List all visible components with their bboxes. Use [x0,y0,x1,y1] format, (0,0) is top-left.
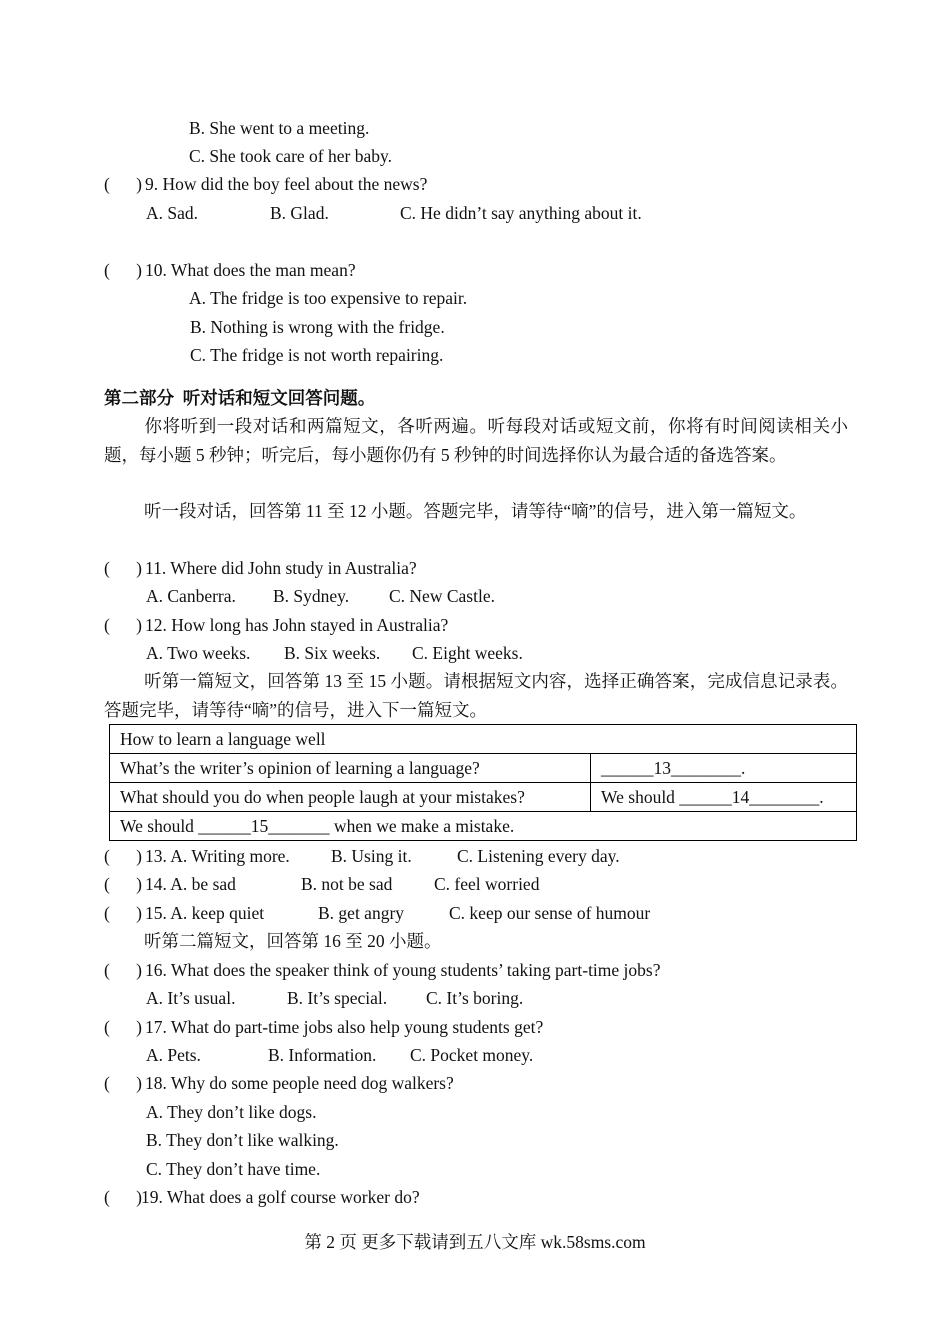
q11-option-a: A. Canberra. [146,586,236,606]
q12-option-c: C. Eight weeks. [412,643,523,663]
table-row2-question: What should you do when people laugh at your mistakes? [110,783,591,812]
q17-option-a: A. Pets. [146,1045,201,1065]
q13-bracket[interactable]: ( ) [104,846,142,866]
table-row1-answer-blank[interactable]: ______13________. [591,754,857,783]
table-row1-question: What’s the writer’s opinion of learning a language? [110,754,591,783]
q8-option-b: B. She went to a meeting. [189,118,370,138]
q18-bracket[interactable]: ( ) [104,1073,142,1093]
q17-bracket[interactable]: ( ) [104,1017,142,1037]
q10-option-b: B. Nothing is wrong with the fridge. [190,317,445,337]
q18-option-b: B. They don’t like walking. [146,1130,339,1150]
q16-option-c: C. It’s boring. [426,988,524,1008]
q16-option-b: B. It’s special. [287,988,388,1008]
q9-question: 9. How did the boy feel about the news? [145,174,428,194]
q14-bracket[interactable]: ( ) [104,874,142,894]
q12-option-a: A. Two weeks. [146,643,251,663]
table-title: How to learn a language well [110,725,857,754]
q18-option-c: C. They don’t have time. [146,1159,321,1179]
q9-bracket[interactable]: ( ) [104,174,142,194]
q16-bracket[interactable]: ( ) [104,960,142,980]
q11-option-b: B. Sydney. [273,586,350,606]
q12-question: 12. How long has John stayed in Australia? [145,615,449,635]
q11-option-c: C. New Castle. [389,586,495,606]
q15-option-a: 15. A. keep quiet [145,903,265,923]
passage2-intro: 听第二篇短文，回答第 16 至 20 小题。 [144,931,442,951]
dialogue-intro [104,497,848,526]
q14-option-a: 14. A. be sad [145,874,236,894]
q19-bracket[interactable]: ( ) [104,1187,142,1207]
q11-question: 11. Where did John study in Australia? [145,558,417,578]
table-row2-answer-blank[interactable]: We should ______14________. [591,783,857,812]
q10-bracket[interactable]: ( ) [104,260,142,280]
q17-question: 17. What do part-time jobs also help young students get? [145,1017,544,1037]
dialogue-intro-text: 听一段对话，回答第 11 至 12 小题。答题完毕，请等待“嘀”的信号，进入第一篇短文。 [144,501,807,521]
q14-option-b: B. not be sad [301,874,393,894]
q10-option-c: C. The fridge is not worth repairing. [190,345,444,365]
q18-option-a: A. They don’t like dogs. [146,1102,317,1122]
q15-bracket[interactable]: ( ) [104,903,142,923]
q10-option-a: A. The fridge is too expensive to repair. [189,288,468,308]
q15-option-c: C. keep our sense of humour [449,903,651,923]
part2-instructions-text: 你将听到一段对话和两篇短文，各听两遍。听每段对话或短文前，你将有时间阅读相关小题，每小题 5 秒钟；听完后，每小题你仍有 5 秒钟的时间选择你认为最合适的备选答案。 [104,416,848,465]
q15-option-b: B. get angry [318,903,405,923]
info-record-table [109,724,857,841]
q13-option-c: C. Listening every day. [457,846,620,866]
q9-option-b: B. Glad. [270,203,329,223]
q12-option-b: B. Six weeks. [284,643,381,663]
part2-heading: 第二部分 听对话和短文回答问题。 [104,388,376,408]
q17-option-b: B. Information. [268,1045,377,1065]
q8-option-c: C. She took care of her baby. [189,146,392,166]
passage1-intro-text: 听第一篇短文，回答第 13 至 15 小题。请根据短文内容，选择正确答案，完成信息记录表。答题完毕，请等待“嘀”的信号，进入下一篇短文。 [104,671,848,720]
passage1-intro [104,667,848,724]
q17-option-c: C. Pocket money. [410,1045,534,1065]
q18-question: 18. Why do some people need dog walkers? [145,1073,454,1093]
q16-question: 16. What does the speaker think of young students’ taking part-time jobs? [145,960,661,980]
q12-bracket[interactable]: ( ) [104,615,142,635]
q13-option-a: 13. A. Writing more. [145,846,290,866]
page-footer: 第 2 页 更多下载请到五八文库 wk.58sms.com [304,1232,646,1252]
q19-question: 19. What does a golf course worker do? [141,1187,420,1207]
q11-bracket[interactable]: ( ) [104,558,142,578]
q9-option-a: A. Sad. [146,203,199,223]
q14-option-c: C. feel worried [434,874,540,894]
q16-option-a: A. It’s usual. [146,988,236,1008]
q10-question: 10. What does the man mean? [145,260,356,280]
table-row3-blank[interactable]: We should ______15_______ when we make a mistake. [110,812,857,841]
part2-instructions [104,412,848,469]
q9-option-c: C. He didn’t say anything about it. [400,203,642,223]
q13-option-b: B. Using it. [331,846,412,866]
